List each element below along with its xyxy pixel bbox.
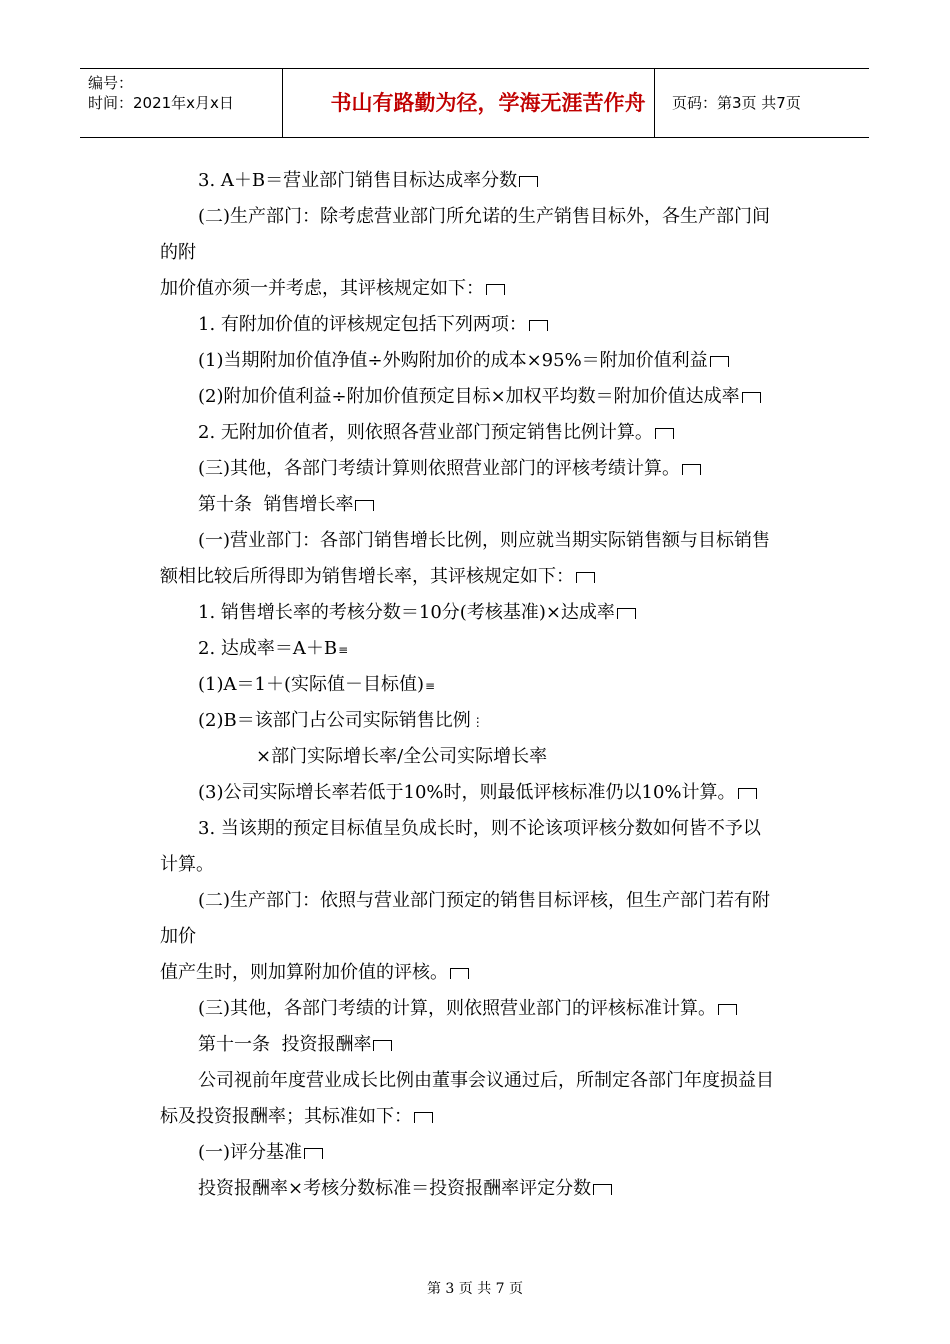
body-line: 的附 [160,242,196,263]
line-break-icon: ≡ [338,643,349,657]
body-line: (1)A＝1＋(实际值－目标值)≡ [198,674,436,695]
body-line: 标及投资报酬率；其标准如下： [160,1100,433,1134]
paragraph-mark-icon [486,284,505,295]
paragraph-mark-icon [655,428,674,439]
body-line: (一)评分基准 [198,1136,323,1170]
body-line: 值产生时，则加算附加价值的评核。 [160,956,469,990]
body-line: (二)生产部门：除考虑营业部门所允诺的生产销售目标外，各生产部门间 [198,206,771,227]
paragraph-mark-icon [529,320,548,331]
section-heading: 第十条 销售增长率 [198,488,374,522]
body-line: 2. 达成率＝A＋B≡ [198,638,349,659]
body-line: (三)其他，各部门考绩计算则依照营业部门的评核考绩计算。 [198,452,701,486]
paragraph-mark-icon [355,500,374,511]
serial-label: 编号： [88,74,134,92]
header-meta [88,73,234,113]
paragraph-mark-icon [617,608,636,619]
paragraph-mark-icon [519,176,538,187]
paragraph-mark-icon [593,1184,612,1195]
body-line: 3. 当该期的预定目标值呈负成长时，则不论该项评核分数如何皆不予以 [198,818,761,839]
body-line: 加价 [160,926,196,947]
paragraph-mark-icon [742,392,761,403]
page-header [80,68,869,138]
paragraph-mark-icon [710,356,729,367]
body-line: (3)公司实际增长率若低于10%时，则最低评核标准仍以10%计算。 [198,776,757,810]
body-line: 公司视前年度营业成长比例由董事会议通过后，所制定各部门年度损益目 [198,1070,774,1091]
header-page-info: 页码：第3页 共7页 [672,94,801,112]
body-line: 投资报酬率×考核分数标准＝投资报酬率评定分数 [198,1172,612,1206]
body-line: 1. 有附加价值的评核规定包括下列两项： [198,308,548,342]
body-line: 加价值亦须一并考虑，其评核规定如下： [160,272,505,306]
line-break-icon: ≡ [425,679,436,693]
body-line: 计算。 [160,854,214,875]
body-line: (三)其他，各部门考绩的计算，则依照营业部门的评核标准计算。 [198,992,737,1026]
body-line: 额相比较后所得即为销售增长率，其评核规定如下： [160,560,595,594]
header-motto: 书山有路勤为径，学海无涯苦作舟 [330,91,646,115]
paragraph-mark-icon [414,1112,433,1123]
line-break-icon: ⋮ [471,715,484,729]
paragraph-mark-icon [450,968,469,979]
section-heading: 第十一条 投资报酬率 [198,1028,392,1062]
body-line: (1)当期附加价值净值÷外购附加价的成本×95%＝附加价值利益 [198,344,729,378]
paragraph-mark-icon [373,1040,392,1051]
paragraph-mark-icon [682,464,701,475]
body-line: 2. 无附加价值者，则依照各营业部门预定销售比例计算。 [198,416,674,450]
header-divider-left [282,69,283,137]
body-line: (二)生产部门：依照与营业部门预定的销售目标评核，但生产部门若有附 [198,890,771,911]
body-line: 1. 销售增长率的考核分数＝10分(考核基准)×达成率 [198,596,636,630]
body-line: (一)营业部门：各部门销售增长比例，则应就当期实际销售额与目标销售 [198,530,771,551]
body-line: (2)附加价值利益÷附加价值预定目标×加权平均数＝附加价值达成率 [198,380,761,414]
time-label: 时间：2021年x月x日 [88,94,234,112]
paragraph-mark-icon [304,1148,323,1159]
body-line: 3. A＋B＝营业部门销售目标达成率分数 [198,164,538,198]
page-footer: 第 3 页 共 7 页 [426,1281,524,1297]
paragraph-mark-icon [738,788,757,799]
paragraph-mark-icon [576,572,595,583]
header-divider-right [654,69,655,137]
body-line: (2)B＝该部门占公司实际销售比例⋮ [198,710,484,731]
paragraph-mark-icon [718,1004,737,1015]
body-line: ×部门实际增长率/全公司实际增长率 [256,746,548,767]
